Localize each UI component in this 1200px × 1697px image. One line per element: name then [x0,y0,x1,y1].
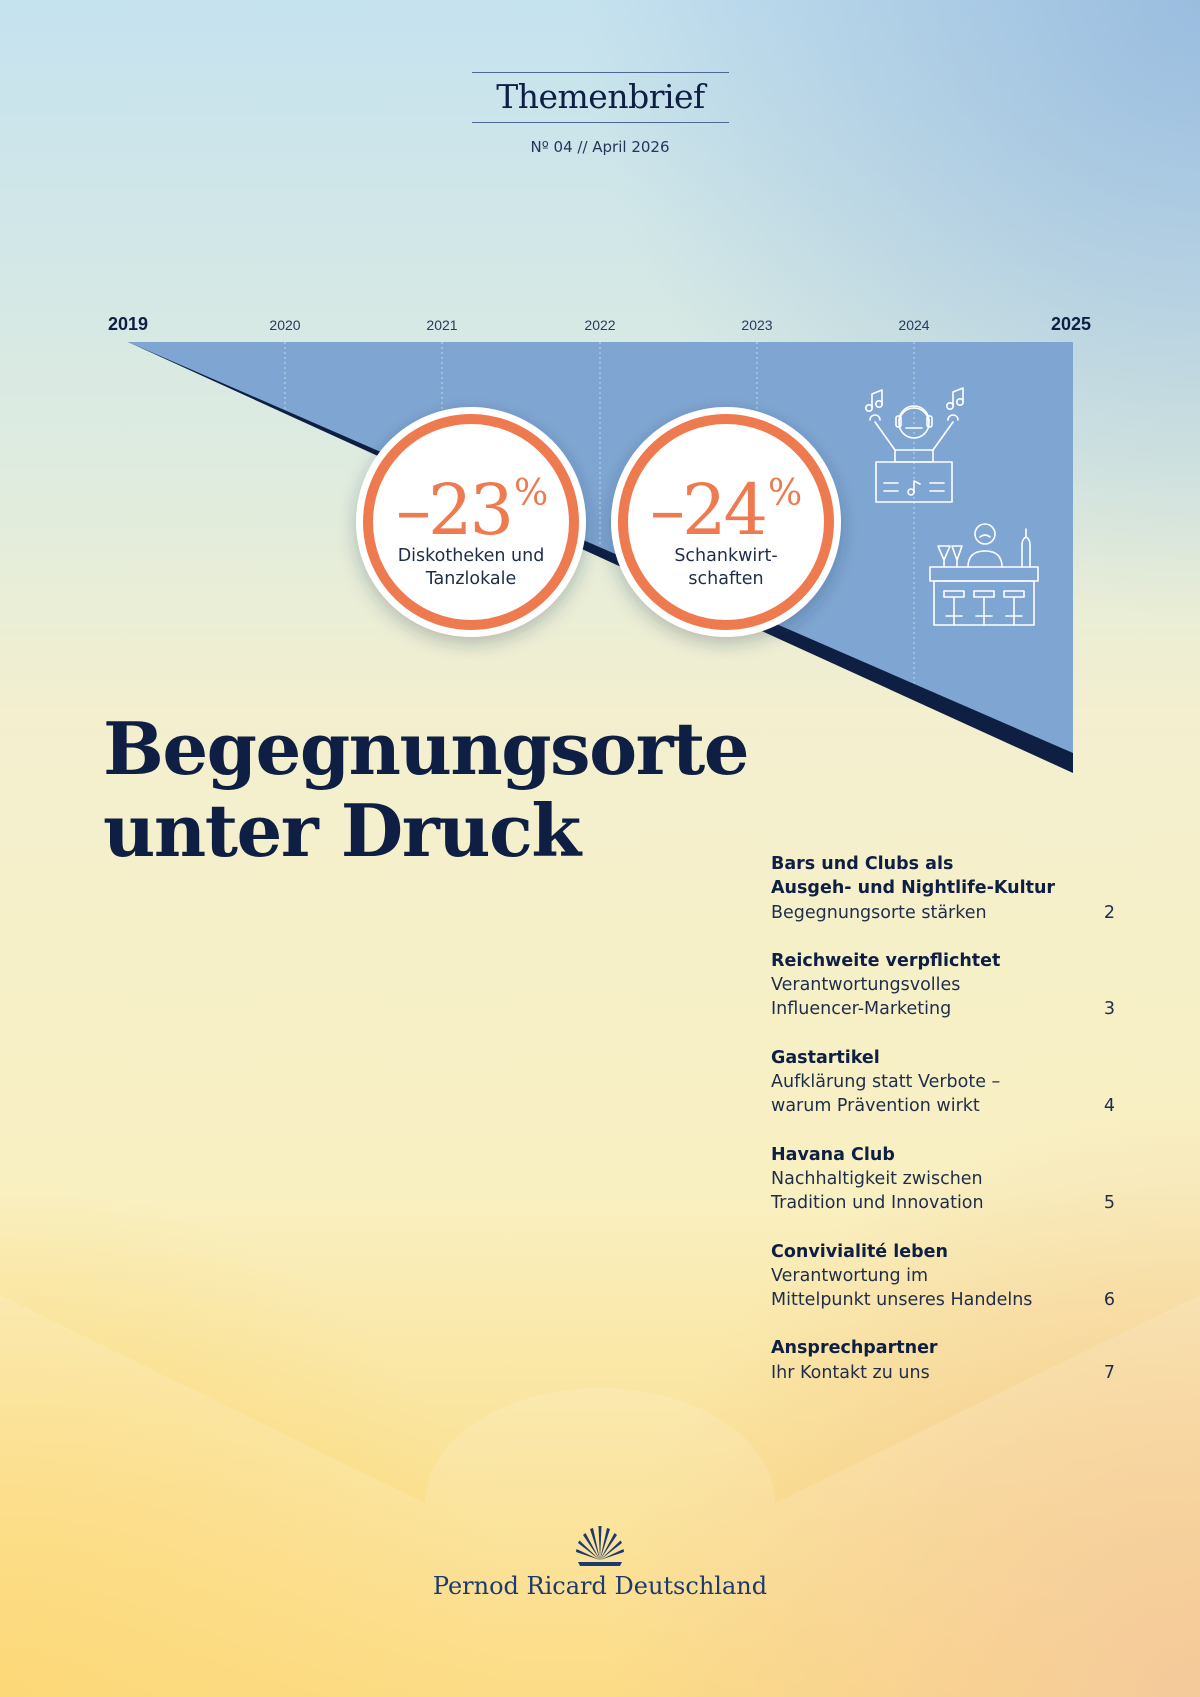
pernod-ricard-logo-icon [574,1522,626,1566]
stat-label-pubs: Schankwirt- schaften [674,546,778,589]
toc-subtitle: warum Prävention wirkt [771,1096,980,1117]
timeline-graphic [0,0,1200,800]
toc-subtitle: Nachhaltigkeit zwischen [771,1168,983,1189]
toc-subtitle: Verantwortung im [771,1265,929,1286]
toc-subtitle: Tradition und Innovation [771,1193,984,1214]
year-2022: 2022 [584,317,616,333]
table-of-contents [771,852,1115,1409]
year-2021: 2021 [426,317,458,333]
headline-line-1: Begegnungsorte [103,706,749,791]
stat-value-discos: –23 [396,469,512,551]
toc-page-number: 6 [1103,1290,1115,1311]
toc-page-number: 3 [1103,999,1115,1020]
toc-subtitle: Mittelpunkt unseres Handelns [771,1290,1033,1311]
stat-value-pubs: –24 [650,469,766,551]
stat-unit-pubs: % [768,473,803,514]
toc-item-ansprechpartner[interactable] [771,1336,1115,1385]
toc-page-number: 2 [1103,902,1115,923]
brand-name: Pernod Ricard Deutschland [432,1572,768,1600]
year-start: 2019 [108,314,149,334]
toc-title: Gastartikel [771,1047,880,1068]
toc-item-reichweite[interactable] [771,949,1115,1022]
toc-subtitle: Ihr Kontakt zu uns [771,1362,930,1383]
headline [103,708,748,872]
year-2024: 2024 [898,317,930,333]
toc-page-number: 5 [1103,1193,1115,1214]
year-2023: 2023 [741,317,773,333]
toc-item-convivialite[interactable] [771,1240,1115,1313]
year-2020: 2020 [269,317,301,333]
toc-title: Reichweite verpflichtet [771,950,1001,971]
stat-badge-pubs [611,407,841,637]
toc-item-gastartikel[interactable] [771,1046,1115,1119]
toc-item-bars-clubs[interactable] [771,852,1115,925]
masthead-title: Themenbrief [496,77,705,116]
toc-subtitle: Influencer-Marketing [771,999,952,1020]
year-end: 2025 [1051,314,1092,334]
toc-title: Convivialité leben [771,1241,948,1262]
toc-title: Havana Club [771,1144,895,1165]
toc-title: Ausgeh- und Nightlife-Kultur [771,878,1056,899]
toc-page-number: 4 [1103,1096,1115,1117]
stat-badge-discos [356,407,586,637]
brand-logo [420,1522,780,1600]
toc-item-havana-club[interactable] [771,1143,1115,1216]
stat-unit-discos: % [514,473,549,514]
toc-title: Ansprechpartner [771,1338,938,1359]
toc-subtitle: Begegnungsorte stärken [771,902,987,923]
toc-page-number: 7 [1103,1362,1115,1383]
headline-line-2: unter Druck [103,788,580,873]
issue-number: Nº 04 // April 2026 [530,138,670,156]
toc-subtitle: Aufklärung statt Verbote – [771,1072,1001,1093]
toc-title: Bars und Clubs als [771,854,954,874]
stat-label-discos: Diskotheken und Tanzlokale [397,546,545,589]
toc-subtitle: Verantwortungsvolles [771,975,961,996]
